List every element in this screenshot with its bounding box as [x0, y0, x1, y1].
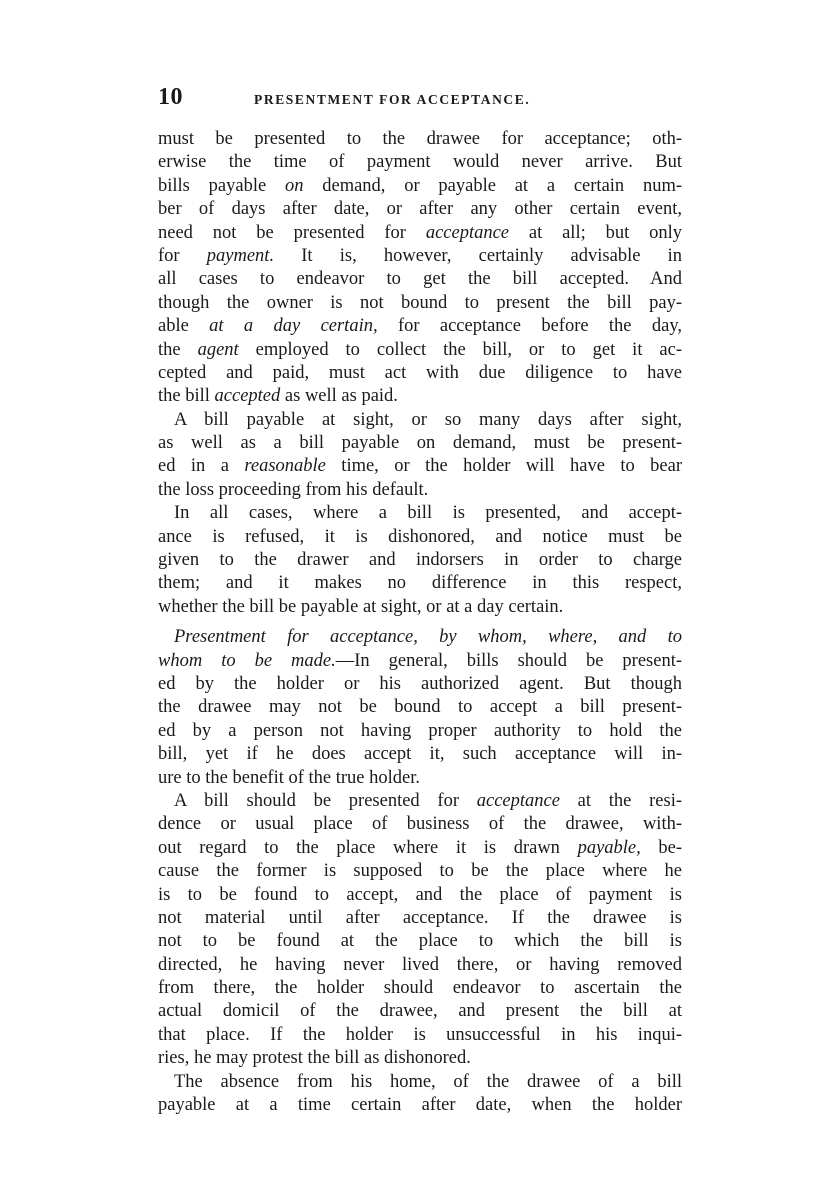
text-line: [158, 696, 682, 719]
text-segment: the drawee may not be bound to accept a bill present-: [158, 697, 682, 718]
text-line: [158, 245, 682, 268]
text-line: [158, 1024, 682, 1047]
text-segment: whether the bill be payable at sight, or at a day certain.: [158, 596, 564, 617]
text-line: [158, 650, 682, 673]
text-line: [158, 626, 682, 649]
text-line: [158, 526, 682, 549]
italic-text: at a day certain,: [209, 316, 378, 337]
text-segment: all cases to endeavor to get the bill accepted. And: [158, 269, 682, 290]
italic-text: accepted: [214, 386, 281, 407]
text-segment: not material until after acceptance. If the drawee is: [158, 907, 682, 928]
text-line: [158, 1000, 682, 1023]
text-segment: is to be found to accept, and the place of payment is: [158, 884, 682, 905]
text-segment: need not be presented for: [158, 222, 426, 243]
page-number: 10: [158, 84, 183, 110]
text-segment: bills payable: [158, 175, 285, 196]
text-segment: In all cases, where a bill is presented, and accept-: [174, 503, 682, 524]
text-line: [158, 907, 682, 930]
text-segment: ure to the benefit of the true holder.: [158, 767, 420, 788]
text-line: [158, 128, 682, 151]
text-segment: at all; but only: [509, 222, 682, 243]
text-segment: able: [158, 316, 210, 337]
italic-text: payment.: [206, 245, 275, 266]
text-segment: bill, yet if he does accept it, such acceptance will in-: [158, 744, 682, 765]
text-segment: must be presented to the drawee for acceptance; oth-: [158, 129, 682, 149]
text-line: [158, 409, 682, 432]
text-segment: given to the drawer and indorsers in order to charge: [158, 550, 682, 571]
italic-text: reasonable: [244, 456, 326, 477]
text-line: [158, 1071, 682, 1094]
text-line: [158, 432, 682, 455]
text-segment: the bill: [158, 386, 215, 407]
italic-text: whom to be made.: [158, 650, 336, 671]
text-line: [158, 977, 682, 1000]
text-segment: that place. If the holder is unsuccessful in his inqui-: [158, 1024, 682, 1045]
text-line: [158, 1094, 682, 1117]
text-segment: ed in a: [158, 456, 245, 477]
text-line: [158, 268, 682, 291]
text-segment: ed by a person not having proper authority to hold the: [158, 720, 682, 741]
italic-text: agent: [197, 339, 239, 360]
text-segment: ber of days after date, or after any other certain event,: [158, 199, 682, 220]
text-segment: employed to collect the bill, or to get it ac-: [238, 339, 682, 360]
italic-text: on: [284, 175, 304, 196]
text-segment: the: [158, 339, 198, 360]
text-line: [158, 455, 682, 478]
text-line: [158, 385, 682, 408]
text-segment: A bill payable at sight, or so many days after sight,: [174, 409, 682, 430]
text-line: [158, 767, 682, 790]
text-segment: directed, he having never lived there, or having removed: [158, 954, 682, 975]
text-segment: from there, the holder should endeavor to ascertain the: [158, 978, 682, 999]
text-line: [158, 954, 682, 977]
text-segment: at the resi-: [559, 790, 682, 811]
text-segment: cepted and paid, must act with due diligence to have: [158, 362, 682, 383]
text-segment: erwise the time of payment would never arrive. But: [158, 152, 682, 173]
text-line: [158, 743, 682, 766]
text-segment: for acceptance before the day,: [377, 316, 682, 337]
text-line: [158, 572, 682, 595]
text-line: [158, 292, 682, 315]
text-segment: A bill should be presented for: [174, 790, 477, 811]
text-segment: not to be found at the place to which the bill is: [158, 931, 682, 952]
text-segment: actual domicil of the drawee, and present the bill at: [158, 1001, 682, 1022]
text-line: [158, 884, 682, 907]
text-segment: for: [158, 245, 207, 266]
section-gap: [158, 619, 682, 626]
text-line: [158, 1047, 682, 1070]
text-line: [158, 930, 682, 953]
text-line: [158, 175, 682, 198]
text-line: [158, 479, 682, 502]
text-line: [158, 339, 682, 362]
text-line: [158, 222, 682, 245]
text-line: [158, 596, 682, 619]
text-segment: payable at a time certain after date, when the holder: [158, 1095, 682, 1116]
italic-text: payable,: [577, 837, 641, 858]
text-segment: ance is refused, it is dishonored, and notice must be: [158, 526, 682, 547]
book-page: [158, 84, 682, 1117]
text-segment: as well as paid.: [280, 386, 398, 407]
text-segment: —In general, bills should be present-: [335, 650, 682, 671]
text-segment: ed by the holder or his authorized agent. But though: [158, 673, 682, 694]
text-line: [158, 673, 682, 696]
italic-text: Presentment for acceptance, by whom, where, and to: [174, 627, 682, 648]
text-segment: demand, or payable at a certain num-: [303, 175, 682, 196]
text-segment: dence or usual place of business of the drawee, with-: [158, 814, 682, 835]
text-line: [158, 837, 682, 860]
italic-text: acceptance: [476, 790, 560, 811]
text-segment: It is, however, certainly advisable in: [274, 245, 682, 266]
text-segment: the loss proceeding from his default.: [158, 479, 429, 500]
text-line: [158, 315, 682, 338]
text-segment: them; and it makes no difference in this respect,: [158, 573, 682, 594]
text-line: [158, 151, 682, 174]
body-text: [158, 128, 682, 1117]
text-segment: though the owner is not bound to present the bill pay-: [158, 292, 682, 313]
text-segment: be-: [640, 837, 682, 858]
text-line: [158, 502, 682, 525]
text-line: [158, 198, 682, 221]
text-segment: out regard to the place where it is drawn: [158, 837, 578, 858]
text-segment: ries, he may protest the bill as dishonored.: [158, 1048, 471, 1069]
text-line: [158, 549, 682, 572]
text-line: [158, 860, 682, 883]
running-head: PRESENTMENT FOR ACCEPTANCE.: [254, 92, 531, 107]
text-segment: cause the former is supposed to be the place where he: [158, 861, 682, 882]
text-line: [158, 720, 682, 743]
text-segment: The absence from his home, of the drawee of a bill: [174, 1071, 682, 1092]
page-header: [158, 84, 682, 120]
text-line: [158, 813, 682, 836]
italic-text: acceptance: [425, 222, 510, 243]
text-segment: time, or the holder will have to bear: [325, 456, 682, 477]
text-segment: as well as a bill payable on demand, must be present-: [158, 433, 682, 454]
text-line: [158, 362, 682, 385]
text-line: [158, 790, 682, 813]
